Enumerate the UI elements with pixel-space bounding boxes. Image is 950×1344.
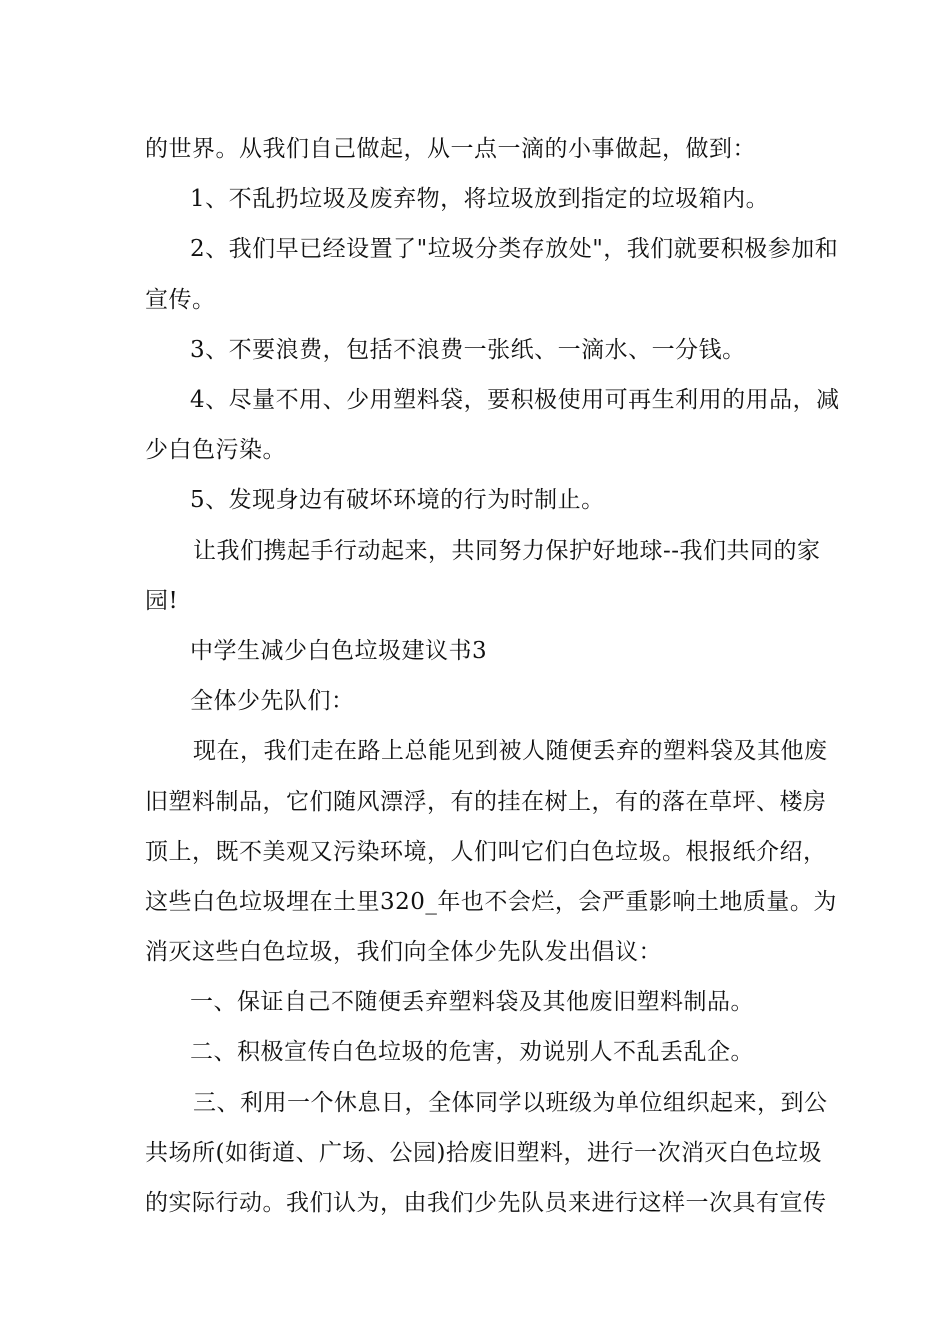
list-item: 三、利用一个休息日，全体同学以班级为单位组织起来，到公 — [193, 1090, 828, 1116]
list-item: 二、积极宣传白色垃圾的危害，劝说别人不乱丢乱企。 — [190, 1039, 754, 1065]
paragraph-line: 让我们携起手行动起来，共同努力保护好地球--我们共同的家 — [193, 538, 821, 564]
text-line: 园! — [145, 588, 179, 614]
text-line: 少白色污染。 — [145, 437, 286, 463]
list-item: 1、不乱扔垃圾及废弃物，将垃圾放到指定的垃圾箱内。 — [190, 186, 770, 212]
list-item: 5、发现身边有破坏环境的行为时制止。 — [190, 487, 605, 513]
text-line: 的世界。从我们自己做起，从一点一滴的小事做起，做到： — [145, 136, 756, 162]
list-item: 2、我们早已经设置了"垃圾分类存放处"，我们就要积极参加和 — [190, 236, 839, 262]
text-line: 消灭这些白色垃圾，我们向全体少先队发出倡议： — [145, 939, 662, 965]
text-line: 的实际行动。我们认为，由我们少先队员来进行这样一次具有宣传 — [145, 1190, 827, 1216]
list-item: 3、不要浪费，包括不浪费一张纸、一滴水、一分钱。 — [190, 337, 746, 363]
text-line: 顶上，既不美观又污染环境，人们叫它们白色垃圾。根报纸介绍， — [145, 839, 827, 865]
list-item: 一、保证自己不随便丢弃塑料袋及其他废旧塑料制品。 — [190, 989, 754, 1015]
text-line: 宣传。 — [145, 287, 216, 313]
salutation: 全体少先队们： — [190, 688, 355, 714]
text-line: 旧塑料制品，它们随风漂浮，有的挂在树上，有的落在草坪、楼房 — [145, 789, 827, 815]
text-line: 共场所(如街道、广场、公园)拾废旧塑料，进行一次消灭白色垃圾 — [145, 1140, 822, 1166]
paragraph-line: 现在，我们走在路上总能见到被人随便丢弃的塑料袋及其他废 — [193, 738, 828, 764]
section-title: 中学生减少白色垃圾建议书3 — [190, 638, 488, 664]
text-line: 这些白色垃圾埋在土里320_年也不会烂，会严重影响土地质量。为 — [145, 889, 837, 915]
list-item: 4、尽量不用、少用塑料袋，要积极使用可再生利用的用品，减 — [190, 387, 840, 413]
